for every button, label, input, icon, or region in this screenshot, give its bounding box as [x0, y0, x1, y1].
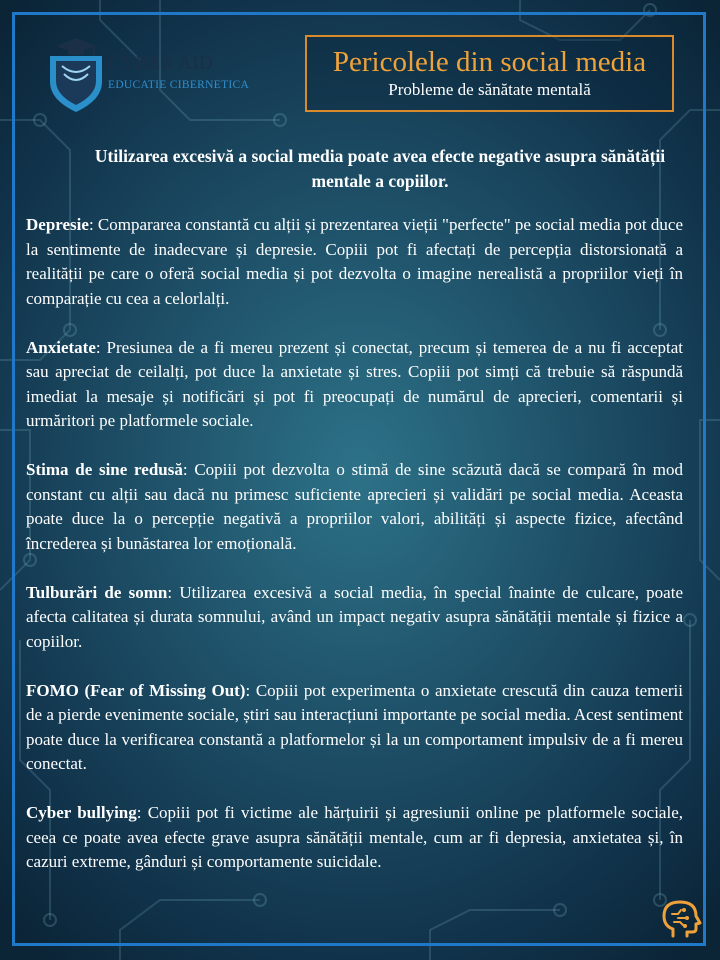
content-body — [26, 213, 683, 899]
section-text: : Copiii pot fi victime ale hărțuirii și agresiunii online pe platformele sociale, ceea ce poate avea efecte grave asupra sănătății mentale, cum ar fi depresia, anxietatea și, în cazuri extreme, gânduri și comportamente suicidale. — [26, 803, 684, 871]
brain-circuit-icon — [658, 896, 704, 942]
section-fomo — [26, 679, 683, 777]
section-term: Anxietate — [26, 337, 96, 357]
logo — [44, 34, 264, 114]
logo-subtitle: EDUCATIE CIBERNETICA — [108, 79, 250, 91]
section-term: FOMO (Fear of Missing Out) — [26, 680, 246, 700]
logo-name: CYBER AID — [108, 53, 214, 74]
section-depresie — [26, 213, 683, 311]
section-anxietate — [26, 336, 683, 434]
section-term: Stima de sine redusă — [26, 460, 183, 479]
section-stima — [26, 458, 683, 556]
section-term: Depresie — [26, 215, 89, 234]
section-text: : Copiii pot dezvolta o stimă de sine scăzută dacă se compară în mod constant cu alții sau dacă nu primesc suficiente aprecieri și validări pe social media. Aceasta poate duce la o percepție negativă a propriilor valori, abilități și aspecte fizice, afectând încrederea și bunăstarea lor emoțională. — [26, 460, 683, 553]
title-box — [305, 35, 674, 112]
page-subtitle: Probleme de sănătate mentală — [388, 80, 591, 99]
intro-text: Utilizarea excesivă a social media poate avea efecte negative asupra sănătății mentale a copiilor. — [94, 146, 666, 191]
section-text: : Presiunea de a fi mereu prezent și conectat, precum și temerea de a nu fi acceptat sau apreciat de ceilalți, pot duce la anxietate și stres. Copiii pot simți că trebuie să răspundă imediat la mesaje și notificări și pot fi preocupați de numărul de aprecieri, comentarii și urmăritori pe platformele sociale. — [26, 337, 683, 430]
section-text: : Compararea constantă cu alții și prezentarea vieții "perfecte" pe social media pot duce la sentimente de inadecvare și depresie. Copiii pot fi afectați de percepția distorsionată a realității pe care o oferă social media și pot dezvolta o imagine nerealistă a propriilor vieți în comparație cu cea a celorlalți. — [26, 215, 683, 308]
section-term: Tulburări de somn — [26, 582, 168, 602]
section-text: : Utilizarea excesivă a social media, în special înainte de culcare, poate afecta calitatea și durata somnului, având un impact negativ asupra sănătății mentale și fizice a copiilor. — [26, 582, 683, 651]
page-title: Pericolele din social media — [332, 46, 647, 78]
section-text: : Copiii pot experimenta o anxietate crescută din cauza temerii de a pierde evenimente sociale, știri sau interacțiuni importante pe social media. Acest sentiment poate duce la verificarea constantă a platformelor și la un comportament impulsiv de a fi mereu conectat. — [26, 680, 683, 773]
section-term: Cyber bullying — [26, 803, 137, 822]
section-cyberbullying — [26, 801, 683, 875]
section-somn — [26, 581, 683, 655]
graduation-shield-icon — [44, 34, 108, 114]
